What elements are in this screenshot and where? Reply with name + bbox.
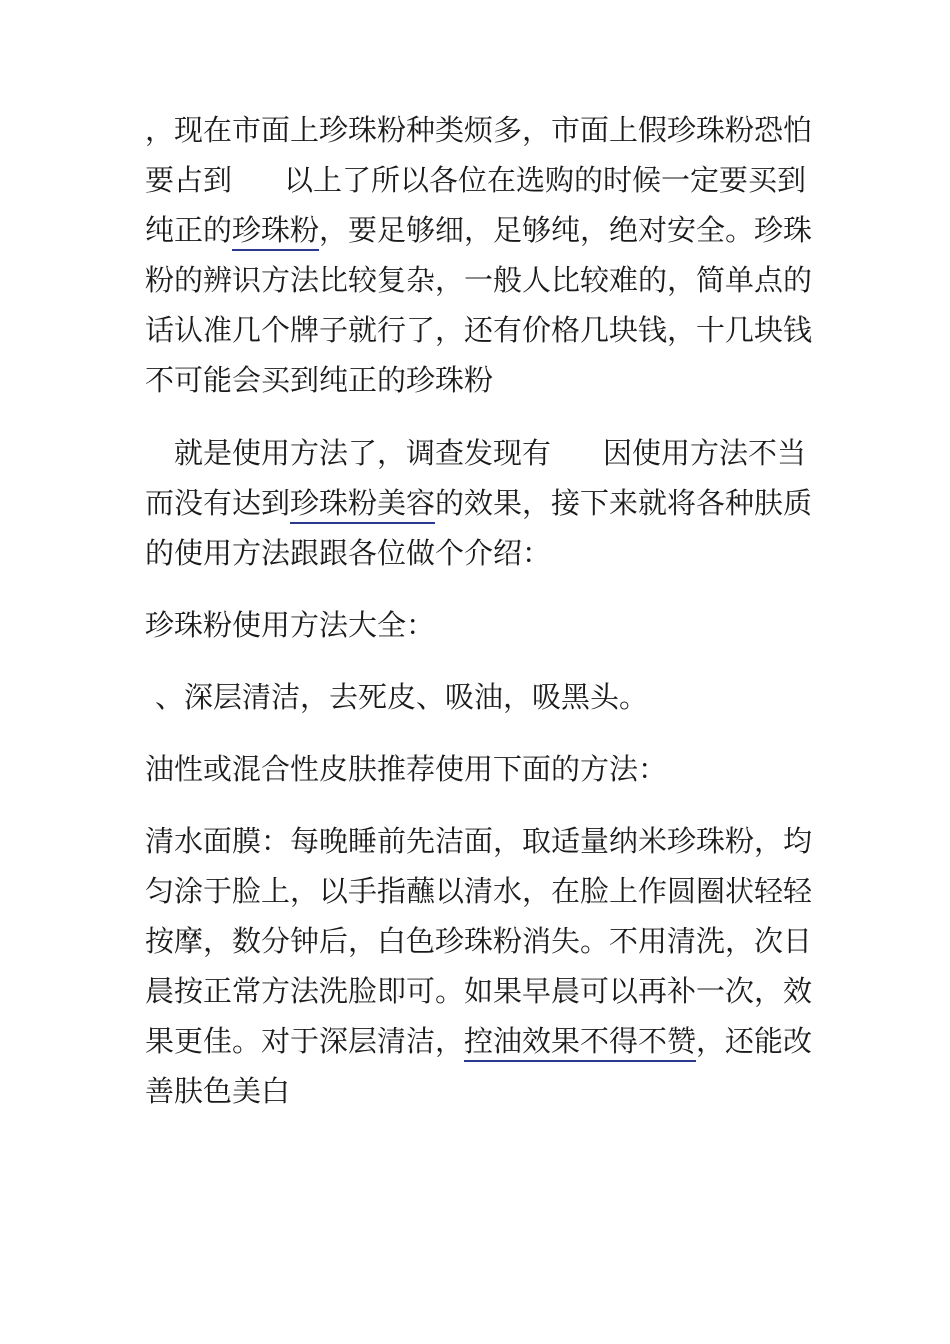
text-line: 晨按正常方法洗脸即可。如果早晨可以再补一次，效 xyxy=(145,974,813,1008)
text-segment: 就是使用方法了，调查发现有 xyxy=(174,436,552,470)
link-oil-control[interactable]: 控油效果不得不赞 xyxy=(464,1024,696,1062)
text-line: 清水面膜：每晚睡前先洁面，取适量纳米珍珠粉，均 xyxy=(145,824,813,858)
text-line: 的使用方法跟跟各位做个介绍： xyxy=(145,536,552,570)
text-segment: 因使用方法不当 xyxy=(603,436,807,470)
text-line xyxy=(145,155,810,205)
link-pearl-powder-beauty[interactable]: 珍珠粉美容 xyxy=(290,486,435,524)
text-line: 按摩，数分钟后，白色珍珠粉消失。不用清洗，次日 xyxy=(145,924,813,958)
text-line xyxy=(145,672,810,722)
text-line xyxy=(145,1016,813,1066)
text-line: 粉的辨识方法比较复杂，一般人比较难的，简单点的 xyxy=(145,263,813,297)
paragraph-water-mask xyxy=(145,816,813,1116)
text-segment: 、深层清洁，去死皮、吸油，吸黑头。 xyxy=(155,680,649,714)
text-segment: 果更佳。对于深层清洁， xyxy=(145,1024,465,1058)
text-line xyxy=(145,428,810,478)
text-line: ，现在市面上珍珠粉种类烦多，市面上假珍珠粉恐怕 xyxy=(145,113,813,147)
text-line: 不可能会买到纯正的珍珠粉 xyxy=(145,363,494,397)
paragraph-deep-cleansing xyxy=(145,672,810,722)
text-segment: 要占到 xyxy=(145,163,233,197)
text-line: 珍珠粉使用方法大全： xyxy=(145,608,436,642)
link-pearl-powder[interactable]: 珍珠粉 xyxy=(232,213,319,251)
paragraph-usage-intro xyxy=(145,428,813,578)
text-line xyxy=(145,478,813,528)
text-line xyxy=(145,205,813,255)
text-segment: ，还能改 xyxy=(696,1024,813,1058)
paragraph-intro xyxy=(145,105,813,405)
text-line: 匀涂于脸上，以手指蘸以清水，在脸上作圆圈状轻轻 xyxy=(145,874,813,908)
paragraph-skin-type xyxy=(145,744,810,794)
text-segment: ，要足够细，足够纯，绝对安全。珍珠 xyxy=(319,213,813,247)
text-line: 话认准几个牌子就行了，还有价格几块钱，十几块钱 xyxy=(145,313,813,347)
paragraph-heading-methods xyxy=(145,600,810,650)
text-segment: 的效果，接下来就将各种肤质 xyxy=(435,486,813,520)
text-segment: 以上了所以各位在选购的时候一定要买到 xyxy=(284,163,807,197)
text-line: 善肤色美白 xyxy=(145,1074,291,1108)
text-line: 油性或混合性皮肤推荐使用下面的方法： xyxy=(145,752,668,786)
text-segment: 纯正的 xyxy=(145,213,233,247)
text-segment: 而没有达到 xyxy=(145,486,291,520)
